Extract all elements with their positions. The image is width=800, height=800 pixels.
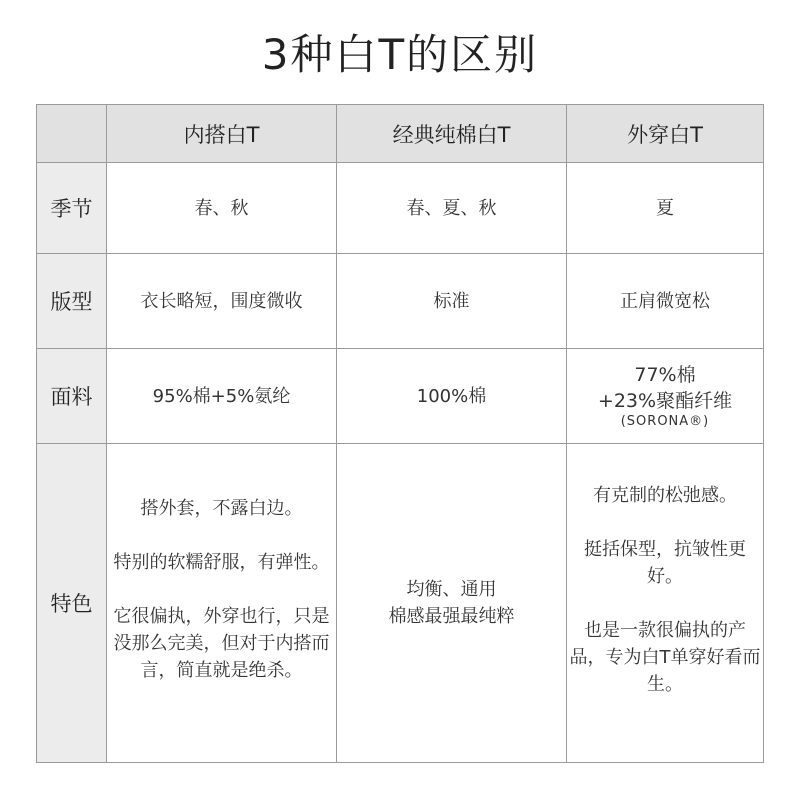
fabric-outer-brand: (SORONA®) <box>620 414 710 429</box>
feature-text: 有克制的松弛感。 <box>593 484 737 506</box>
season-inner-tee: 春、秋 <box>107 163 337 254</box>
feature-text: 特别的软糯舒服，有弹性。 <box>113 552 330 573</box>
feature-text: 挺括保型，抗皱性更好。 <box>584 538 746 587</box>
fabric-inner-tee: 95%棉+5%氨纶 <box>107 349 337 444</box>
feature-text: 搭外套，不露白边。 <box>140 498 303 519</box>
season-outer-tee: 夏 <box>567 163 764 254</box>
fit-outer-tee: 正肩微宽松 <box>567 254 764 349</box>
column-header-inner-tee: 内搭白T <box>107 105 337 163</box>
column-header-classic-tee: 经典纯棉白T <box>337 105 567 163</box>
season-classic-tee: 春、夏、秋 <box>337 163 567 254</box>
row-label-features: 特色 <box>37 444 107 763</box>
table-row-season <box>37 163 764 254</box>
fit-classic-tee: 标准 <box>337 254 567 349</box>
table-row-fabric <box>37 349 764 444</box>
fabric-outer-cotton: 77%棉 <box>634 364 696 386</box>
table-row-features <box>37 444 764 763</box>
row-label-fabric: 面料 <box>37 349 107 444</box>
column-header-outer-tee: 外穿白T <box>567 105 764 163</box>
feature-text: 均衡、通用 <box>406 579 497 600</box>
page-title: 3种白T的区别 <box>261 30 539 79</box>
feature-text: 也是一款很偏执的产品，专为白T单穿好看而生。 <box>569 619 761 695</box>
features-inner-tee <box>107 444 337 763</box>
fabric-outer-tee <box>567 349 764 444</box>
fit-inner-tee: 衣长略短，围度微收 <box>107 254 337 349</box>
row-label-season: 季节 <box>37 163 107 254</box>
feature-text: 它很偏执，外穿也行，只是没那么完美，但对于内搭而言，简直就是绝杀。 <box>113 606 330 681</box>
table-row-fit <box>37 254 764 349</box>
features-outer-tee <box>567 444 764 763</box>
fabric-classic-tee: 100%棉 <box>337 349 567 444</box>
row-label-fit: 版型 <box>37 254 107 349</box>
features-classic-tee <box>337 444 567 763</box>
fabric-outer-polyester: +23%聚酯纤维 <box>597 390 733 412</box>
corner-cell <box>37 105 107 163</box>
table-header-row <box>37 105 764 163</box>
comparison-table <box>36 104 764 763</box>
feature-text: 棉感最强最纯粹 <box>388 606 515 627</box>
